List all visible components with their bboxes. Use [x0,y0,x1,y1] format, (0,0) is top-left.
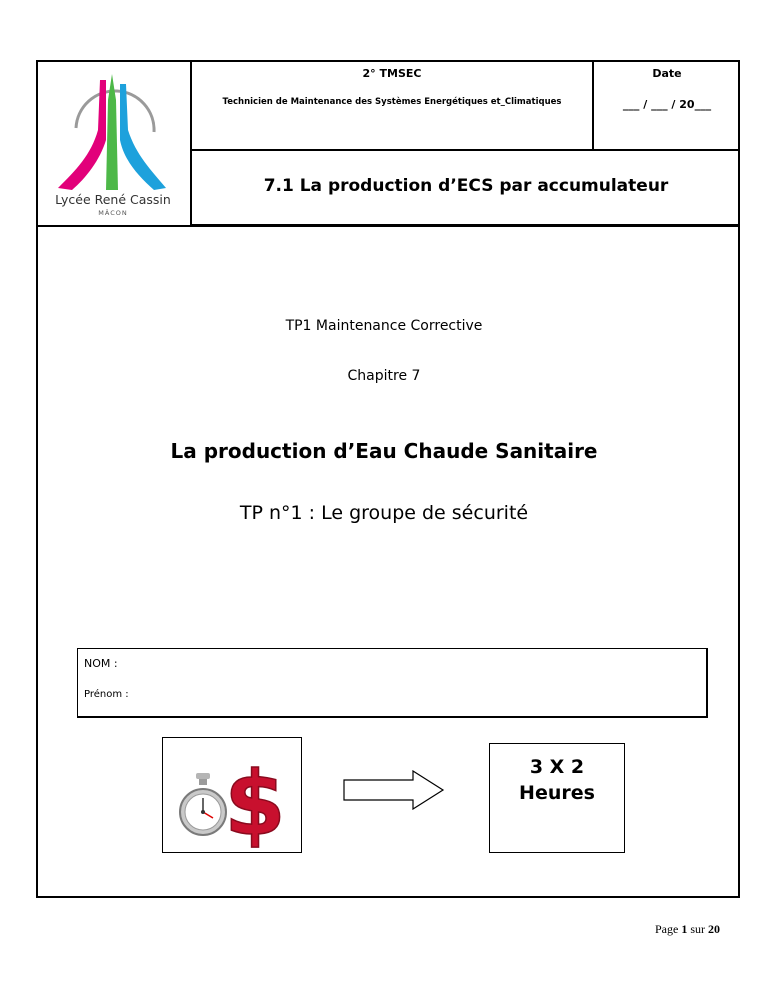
tp-label: TP1 Maintenance Corrective [285,318,483,334]
nom-field[interactable]: NOM : [84,657,118,670]
page-number [655,922,720,937]
chapter-label: Chapitre 7 [347,368,421,384]
course-name: Technicien de Maintenance des Systèmes Energétiques et_Climatiques [222,97,562,107]
class-label: 2° TMSEC [362,67,422,80]
student-name-box [77,648,708,718]
logo-city: MÂCON [98,209,128,217]
svg-text:$: $ [224,752,286,852]
duration-box [489,743,625,853]
page-prefix: Page [655,922,679,936]
logo-graphic-icon [36,60,188,190]
date-field[interactable]: ___ / ___ / 20___ [622,98,712,111]
document-title: 7.1 La production d’ECS par accumulateur [263,176,669,196]
page-middle: sur [690,922,705,936]
page-total: 20 [708,922,720,936]
header-title-cell [192,151,740,227]
header-date-cell [594,60,740,151]
page-current: 1 [681,922,688,936]
arrow-right-icon [343,770,445,810]
school-logo [36,60,192,227]
prenom-field[interactable]: Prénom : [84,689,129,700]
tp-title: TP n°1 : Le groupe de sécurité [239,502,529,524]
time-money-image [162,737,302,853]
main-heading: La production d’Eau Chaude Sanitaire [170,439,598,463]
logo-school-name: Lycée René Cassin [55,192,171,207]
stopwatch-dollar-icon [163,738,301,852]
duration-unit: Heures [519,782,595,804]
date-label: Date [652,67,682,80]
header-class-cell [192,60,594,151]
duration-quantity: 3 X 2 [529,756,585,778]
